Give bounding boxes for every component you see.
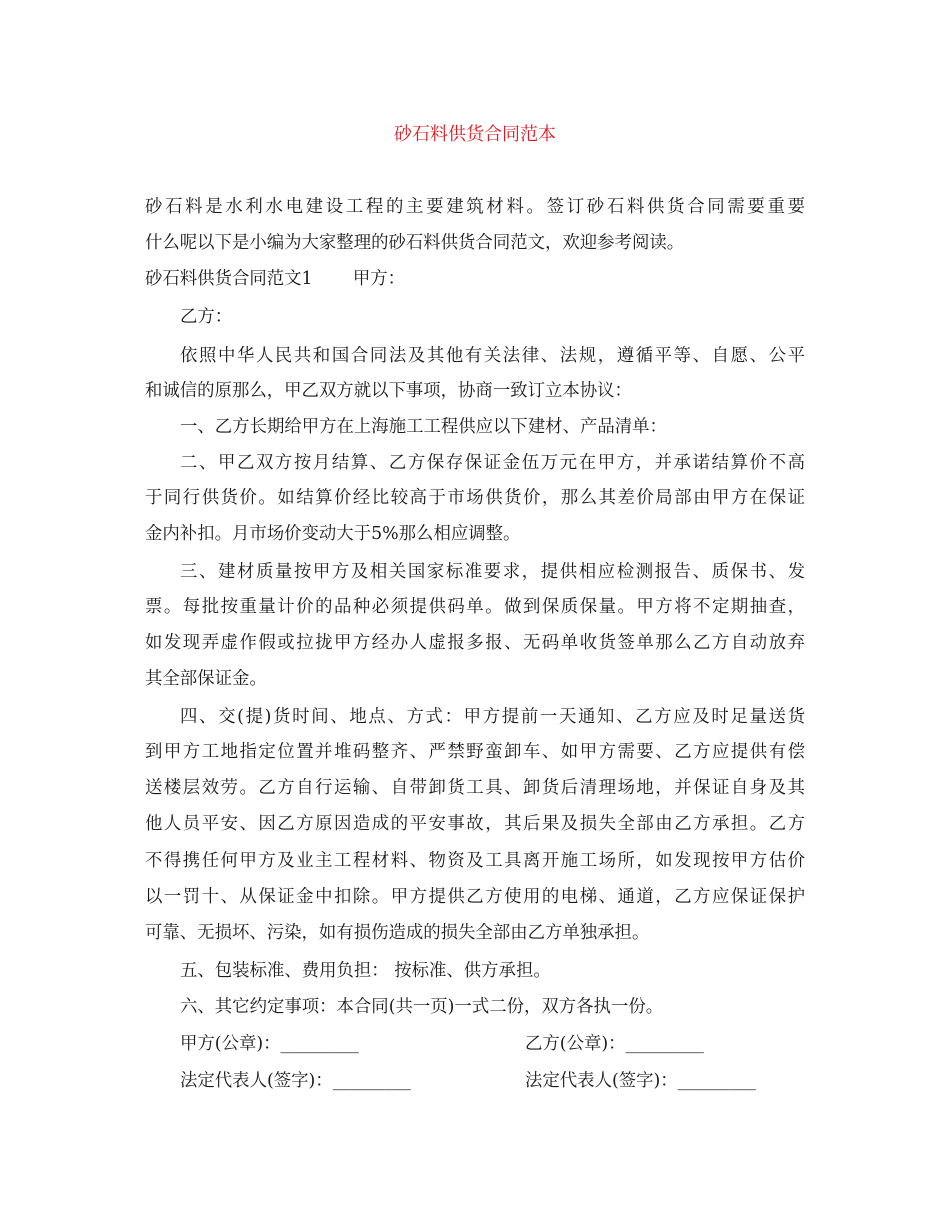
paragraph-line: 砂石料供货合同范文1 甲方： [145, 269, 406, 289]
paragraph-line: 乙方： [180, 307, 233, 327]
party-a-seal-line: 甲方(公章)：_________ [180, 1034, 359, 1054]
paragraph-line: 依照中华人民共和国合同法及其他有关法律、法规，遵循平等、自愿、公平 [180, 346, 805, 366]
paragraph-line: 和诚信的原那么，甲乙双方就以下事项，协商一致订立本协议： [145, 381, 632, 401]
paragraph-line: 二、甲乙双方按月结算、乙方保存保证金伍万元在甲方，并承诺结算价不高 [180, 453, 805, 473]
party-a-representative-line: 法定代表人(签字)：_________ [180, 1071, 411, 1091]
paragraph-line: 六、其它约定事项：本合同(共一页)一式二份，双方各执一份。 [180, 997, 664, 1017]
paragraph-line: 送楼层效劳。乙方自行运输、自带卸货工具、卸货后清理场地，并保证自身及其 [145, 778, 805, 798]
paragraph-line: 到甲方工地指定位置并堆码整齐、严禁野蛮卸车、如甲方需要、乙方应提供有偿 [145, 742, 805, 762]
document-title: 砂石料供货合同范本 [394, 124, 556, 145]
paragraph-line: 于同行供货价。如结算价经比较高于市场供货价，那么其差价局部由甲方在保证 [145, 488, 805, 508]
paragraph-line: 他人员平安、因乙方原因造成的平安事故，其后果及损失全部由乙方承担。乙方 [145, 814, 805, 834]
paragraph-line: 一、乙方长期给甲方在上海施工工程供应以下建材、产品清单： [180, 417, 667, 437]
party-b-seal-line: 乙方(公章)：_________ [525, 1034, 704, 1054]
paragraph-line: 其全部保证金。 [145, 669, 267, 689]
paragraph-line: 砂石料是水利水电建设工程的主要建筑材料。签订砂石料供货合同需要重要 [145, 197, 805, 217]
paragraph-line: 如发现弄虚作假或拉拢甲方经办人虚报多报、无码单收货签单那么乙方自动放弃 [145, 633, 805, 653]
paragraph-line: 四、交(提)货时间、地点、方式：甲方提前一天通知、乙方应及时足量送货 [180, 707, 805, 727]
paragraph-line: 不得携任何甲方及业主工程材料、物资及工具离开施工场所，如发现按甲方估价 [145, 851, 805, 871]
paragraph-line: 什么呢以下是小编为大家整理的砂石料供货合同范文，欢迎参考阅读。 [145, 233, 685, 253]
paragraph-line: 五、包装标准、费用负担： 按标准、供方承担。 [180, 961, 551, 981]
paragraph-line: 三、建材质量按甲方及相关国家标准要求，提供相应检测报告、质保书、发 [180, 562, 805, 582]
paragraph-line: 以一罚十、从保证金中扣除。甲方提供乙方使用的电梯、通道，乙方应保证保护 [145, 887, 805, 907]
paragraph-line: 票。每批按重量计价的品种必须提供码单。做到保质保量。甲方将不定期抽查， [145, 597, 805, 617]
paragraph-line: 金内补扣。月市场价变动大于5%那么相应调整。 [145, 524, 521, 544]
party-b-representative-line: 法定代表人(签字)：_________ [525, 1071, 756, 1091]
paragraph-line: 可靠、无损坏、污染，如有损伤造成的损失全部由乙方单独承担。 [145, 923, 650, 943]
